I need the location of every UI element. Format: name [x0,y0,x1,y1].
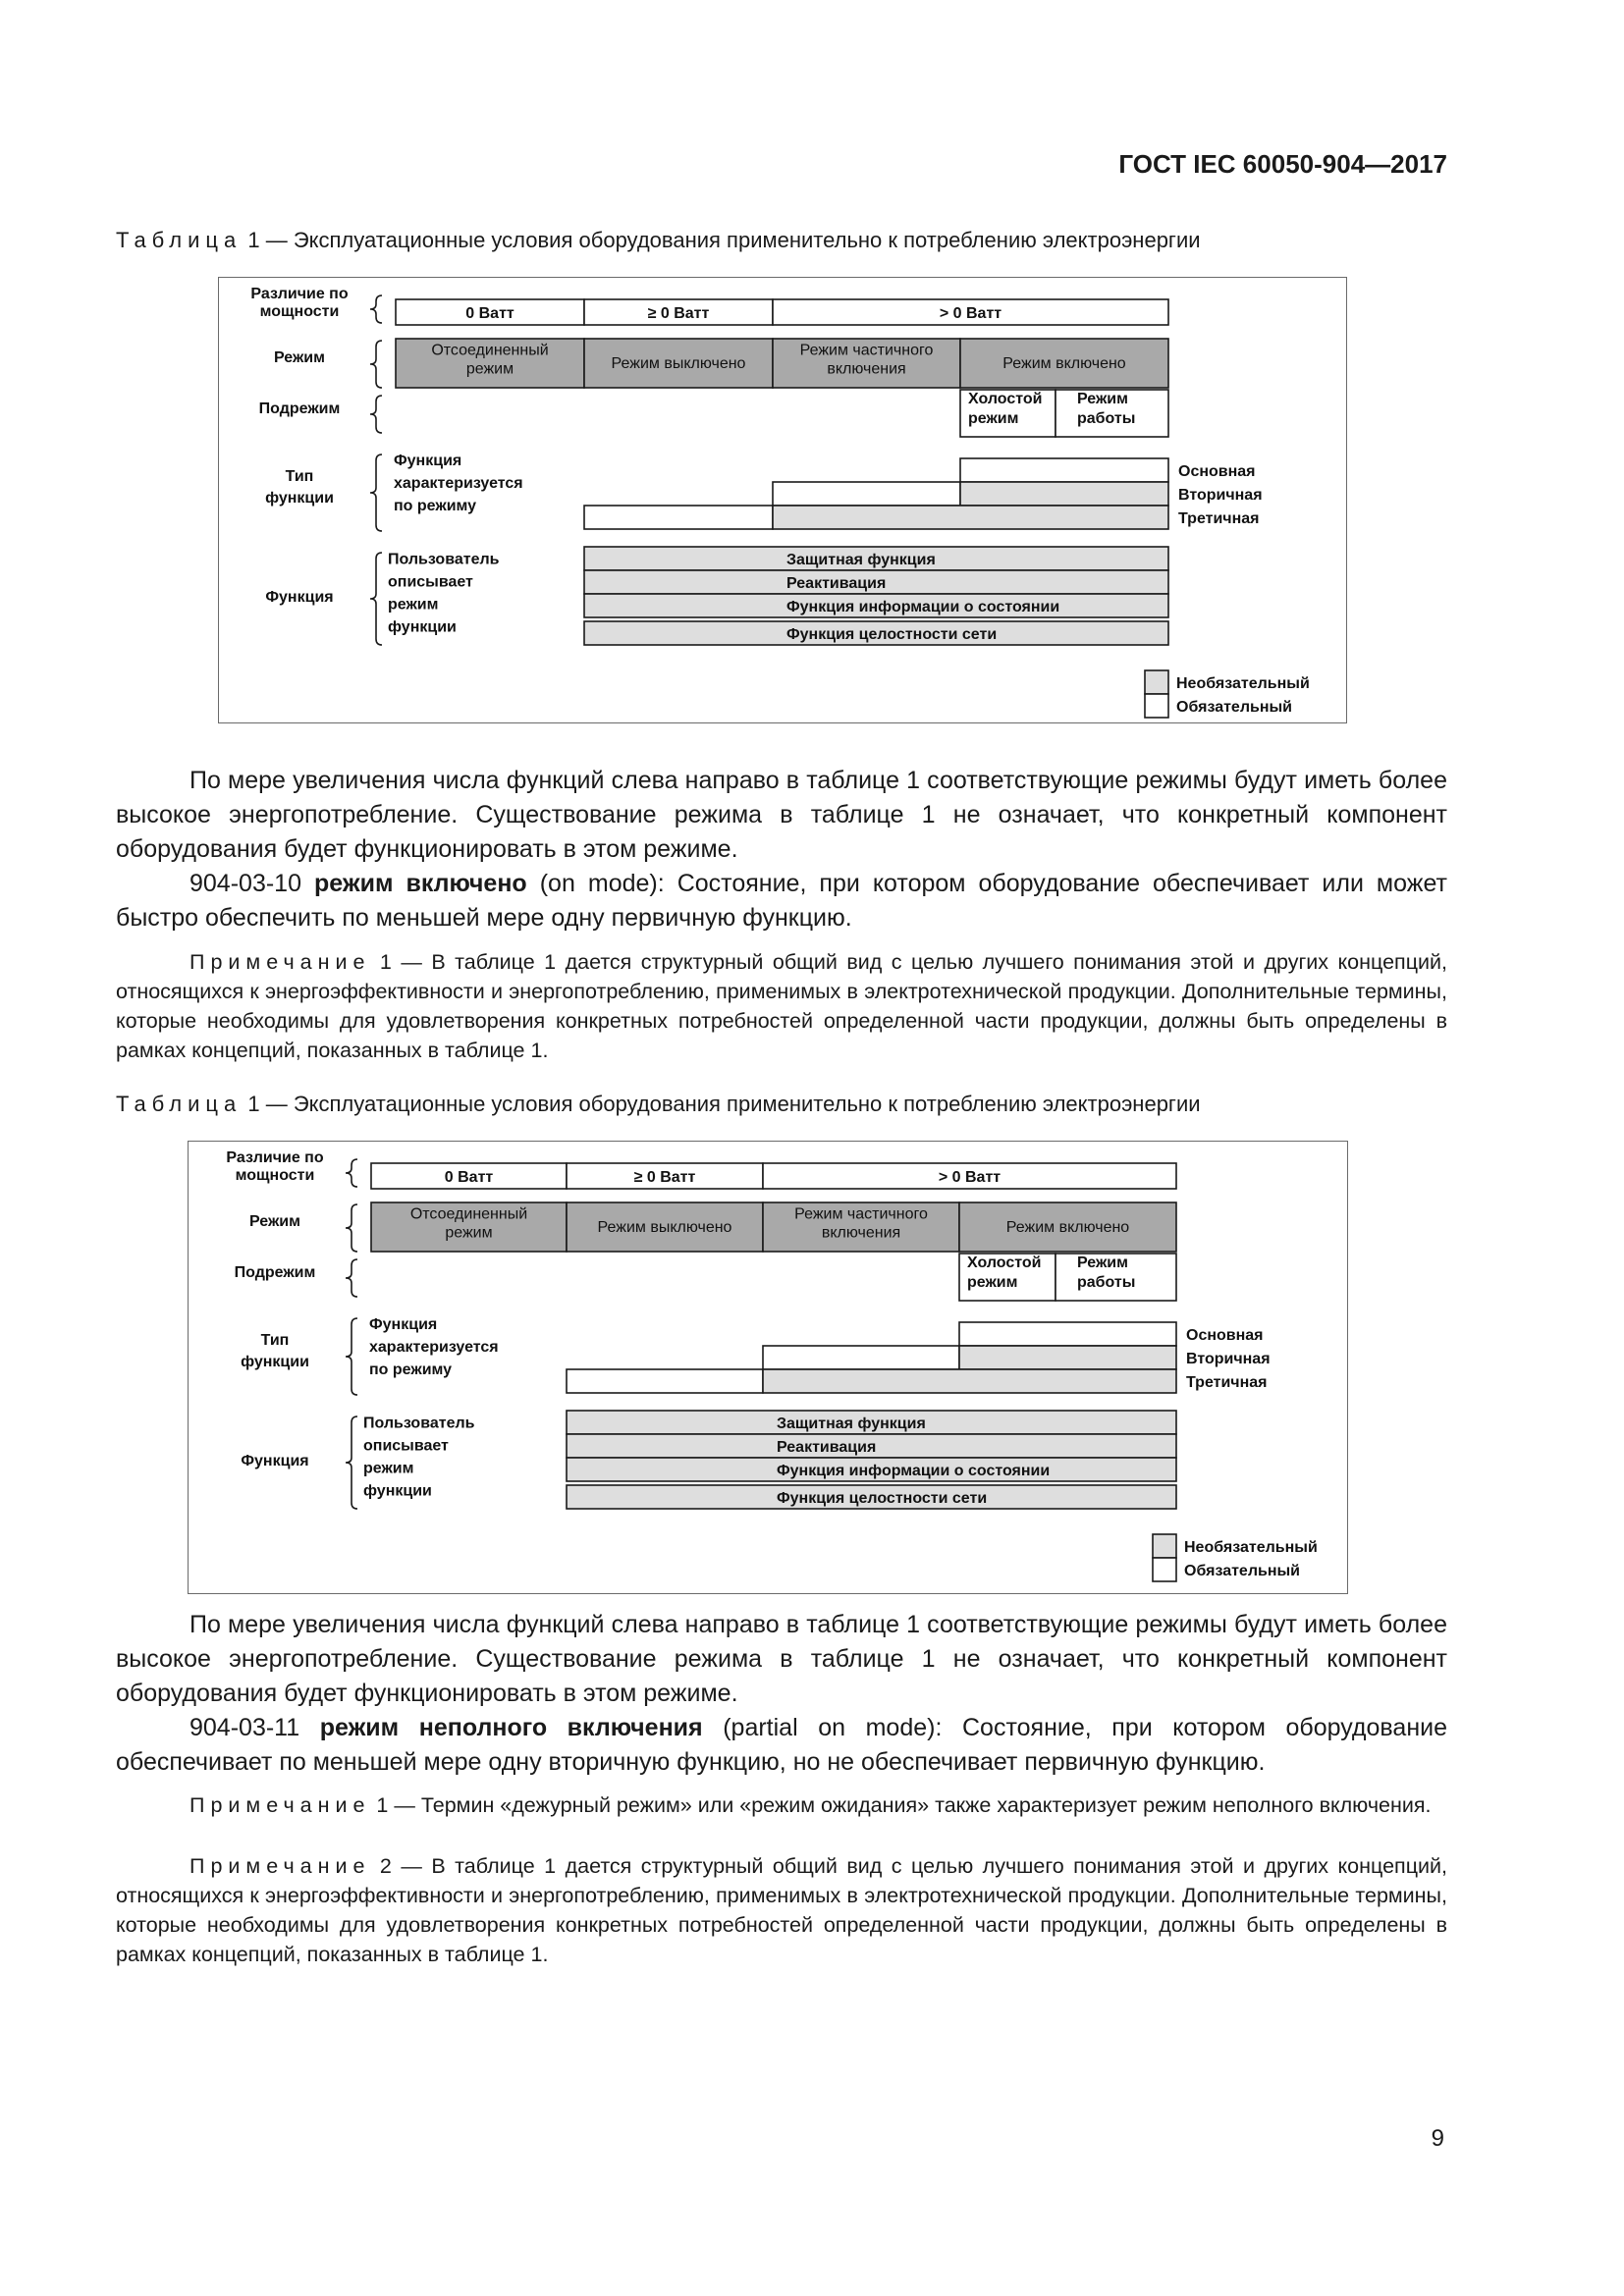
intro-paragraph: По мере увеличения числа функций слева направо в таблице 1 соответствующие режимы будут иметь более высокое энергопотребление. Существование режима в таблице 1 не означает, что конкретный компонент оборудования будет функционировать в этом режиме. [116,1611,1447,1707]
mode-label: Режим включено [1005,1219,1130,1236]
caption-text: 1 — Эксплуатационные условия оборудования применительно к потреблению электроэнергии [242,1092,1201,1116]
function-label: Функция целостности сети [786,626,998,643]
operating-conditions-diagram [218,277,1347,723]
mode-label: Режим выключено [611,355,746,372]
mode-label: Отсоединенный режим [431,342,549,378]
primary-function-bar [960,458,1168,482]
function-label: Реактивация [777,1439,877,1456]
row-label-submode: Подрежим [234,1264,316,1281]
term-text: (on mode): Состояние, при котором оборудование обеспечивает или может быстро обеспечить по меньшей мере одну первичную функцию. [116,870,1447,932]
submode-label: Холостой режим [968,391,1043,427]
note-label: Примечание [189,1793,371,1817]
brace [370,295,382,323]
tertiary-function-bar [763,1369,1176,1393]
mode-label: Отсоединенный режим [409,1205,528,1242]
secondary-function-bar [773,482,960,506]
page-number: 9 [1431,2125,1444,2152]
operating-conditions-diagram [188,1141,1348,1594]
function-level-label: Основная [1186,1327,1264,1344]
primary-function-bar [959,1322,1176,1346]
tertiary-function-bar [567,1369,763,1393]
note-label: Примечание [189,1854,371,1878]
secondary-function-bar [960,482,1168,506]
note [116,1851,1447,1969]
power-label: 0 Ватт [444,1169,494,1186]
secondary-function-bar [959,1346,1176,1369]
table-caption [116,1092,1201,1117]
term-name: режим неполного включения [319,1714,703,1741]
term-number: 904-03-11 [189,1714,320,1741]
note-text: 1 — Термин «дежурный режим» или «режим ожидания» также характеризует режим неполного включения. [370,1793,1432,1817]
legend-optional-swatch [1145,670,1168,694]
function-label: Функция информации о состоянии [786,599,1060,615]
function-level-label: Третичная [1186,1374,1268,1391]
brace [370,341,382,388]
row-label-power: Различие по мощности [250,286,349,320]
document-header: ГОСТ IEC 60050-904—2017 [1118,149,1447,179]
brace [346,1204,357,1252]
brace [346,1159,357,1187]
note-text: 2 — В таблице 1 дается структурный общий вид с целью лучшего понимания этой и других концепций, относящихся к энергоэффективности и энергопотреблению, применимых в электротехнической продукции. Дополнительные термины, которые необходимы для удовлетворения конкретных потребностей определенной части продукции, должны быть определены в рамках концепций, показанных в таблице 1. [116,1854,1447,1966]
function-type-description: Функция характеризуется по режиму [394,453,523,514]
term-number: 904-03-10 [189,870,314,897]
legend-label: Необязательный [1176,675,1310,692]
function-type-description: Функция характеризуется по режиму [369,1316,499,1378]
legend-label: Необязательный [1184,1539,1318,1556]
function-label: Реактивация [786,575,887,592]
function-description: Пользователь описывает режим функции [363,1415,475,1500]
mode-label: Режим частичного включения [799,342,934,378]
term-definition [116,867,1447,935]
function-level-label: Вторичная [1186,1351,1271,1367]
function-level-label: Вторичная [1178,487,1263,504]
row-label-power: Различие по мощности [226,1149,324,1184]
function-label: Функция целостности сети [777,1490,988,1507]
row-label-function-type: Тип функции [241,1332,309,1370]
note [116,1790,1447,1820]
row-label-mode: Режим [249,1213,300,1230]
legend-optional-swatch [1153,1534,1176,1558]
legend-label: Обязательный [1184,1563,1300,1579]
mode-label: Режим выключено [597,1219,732,1236]
row-label-function: Функция [241,1453,309,1469]
submode-label: Режим работы [1077,391,1136,427]
row-label-function: Функция [265,589,334,606]
power-label: 0 Ватт [465,305,514,322]
power-label: ≥ 0 Ватт [633,1169,696,1186]
brace [370,553,382,645]
intro-paragraph: По мере увеличения числа функций слева направо в таблице 1 соответствующие режимы будут иметь более высокое энергопотребление. Существование режима в таблице 1 не означает, что конкретный компонент оборудования будет функционировать в этом режиме. [116,767,1447,863]
row-label-function-type: Тип функции [265,468,334,507]
term-text: (partial on mode): Состояние, при котором оборудование обеспечивает по меньшей мере одну вторичную функцию, но не обеспечивает первичную функцию. [116,1714,1447,1776]
legend-label: Обязательный [1176,699,1292,716]
caption-word: Таблица [116,1092,243,1116]
legend-required-swatch [1145,694,1168,718]
brace [370,454,382,531]
function-description: Пользователь описывает режим функции [388,551,500,636]
power-label: > 0 Ватт [938,1169,1001,1186]
brace [370,396,382,433]
note-label: Примечание [189,950,371,974]
power-label: > 0 Ватт [939,305,1002,322]
term-name: режим включено [314,870,527,897]
brace [346,1259,357,1297]
submode-label: Холостой режим [967,1255,1042,1291]
function-level-label: Основная [1178,463,1256,480]
mode-label: Режим включено [1002,355,1126,372]
brace [346,1416,357,1509]
note [116,947,1447,1065]
row-label-submode: Подрежим [258,400,341,417]
caption-word: Таблица [116,228,243,252]
diagram-svg [219,278,1346,722]
table-caption [116,228,1201,253]
function-level-label: Третичная [1178,510,1260,527]
brace [346,1318,357,1395]
submode-label: Режим работы [1077,1255,1136,1291]
term-definition [116,1711,1447,1780]
power-label: ≥ 0 Ватт [647,305,710,322]
function-label: Защитная функция [786,552,936,568]
tertiary-function-bar [773,506,1168,529]
caption-text: 1 — Эксплуатационные условия оборудования применительно к потреблению электроэнергии [242,228,1201,252]
mode-label: Режим частичного включения [794,1205,928,1242]
secondary-function-bar [763,1346,959,1369]
function-label: Защитная функция [777,1415,926,1432]
function-label: Функция информации о состоянии [777,1463,1051,1479]
diagram-svg [189,1142,1347,1593]
tertiary-function-bar [584,506,773,529]
note-text: 1 — В таблице 1 дается структурный общий вид с целью лучшего понимания этой и других концепций, относящихся к энергоэффективности и энергопотреблению, применимых в электротехнической продукции. Дополнительные термины, которые необходимы для удовлетворения конкретных потребностей определенной части продукции, должны быть определены в рамках концепций, показанных в таблице 1. [116,950,1447,1062]
row-label-mode: Режим [274,349,325,366]
legend-required-swatch [1153,1558,1176,1581]
